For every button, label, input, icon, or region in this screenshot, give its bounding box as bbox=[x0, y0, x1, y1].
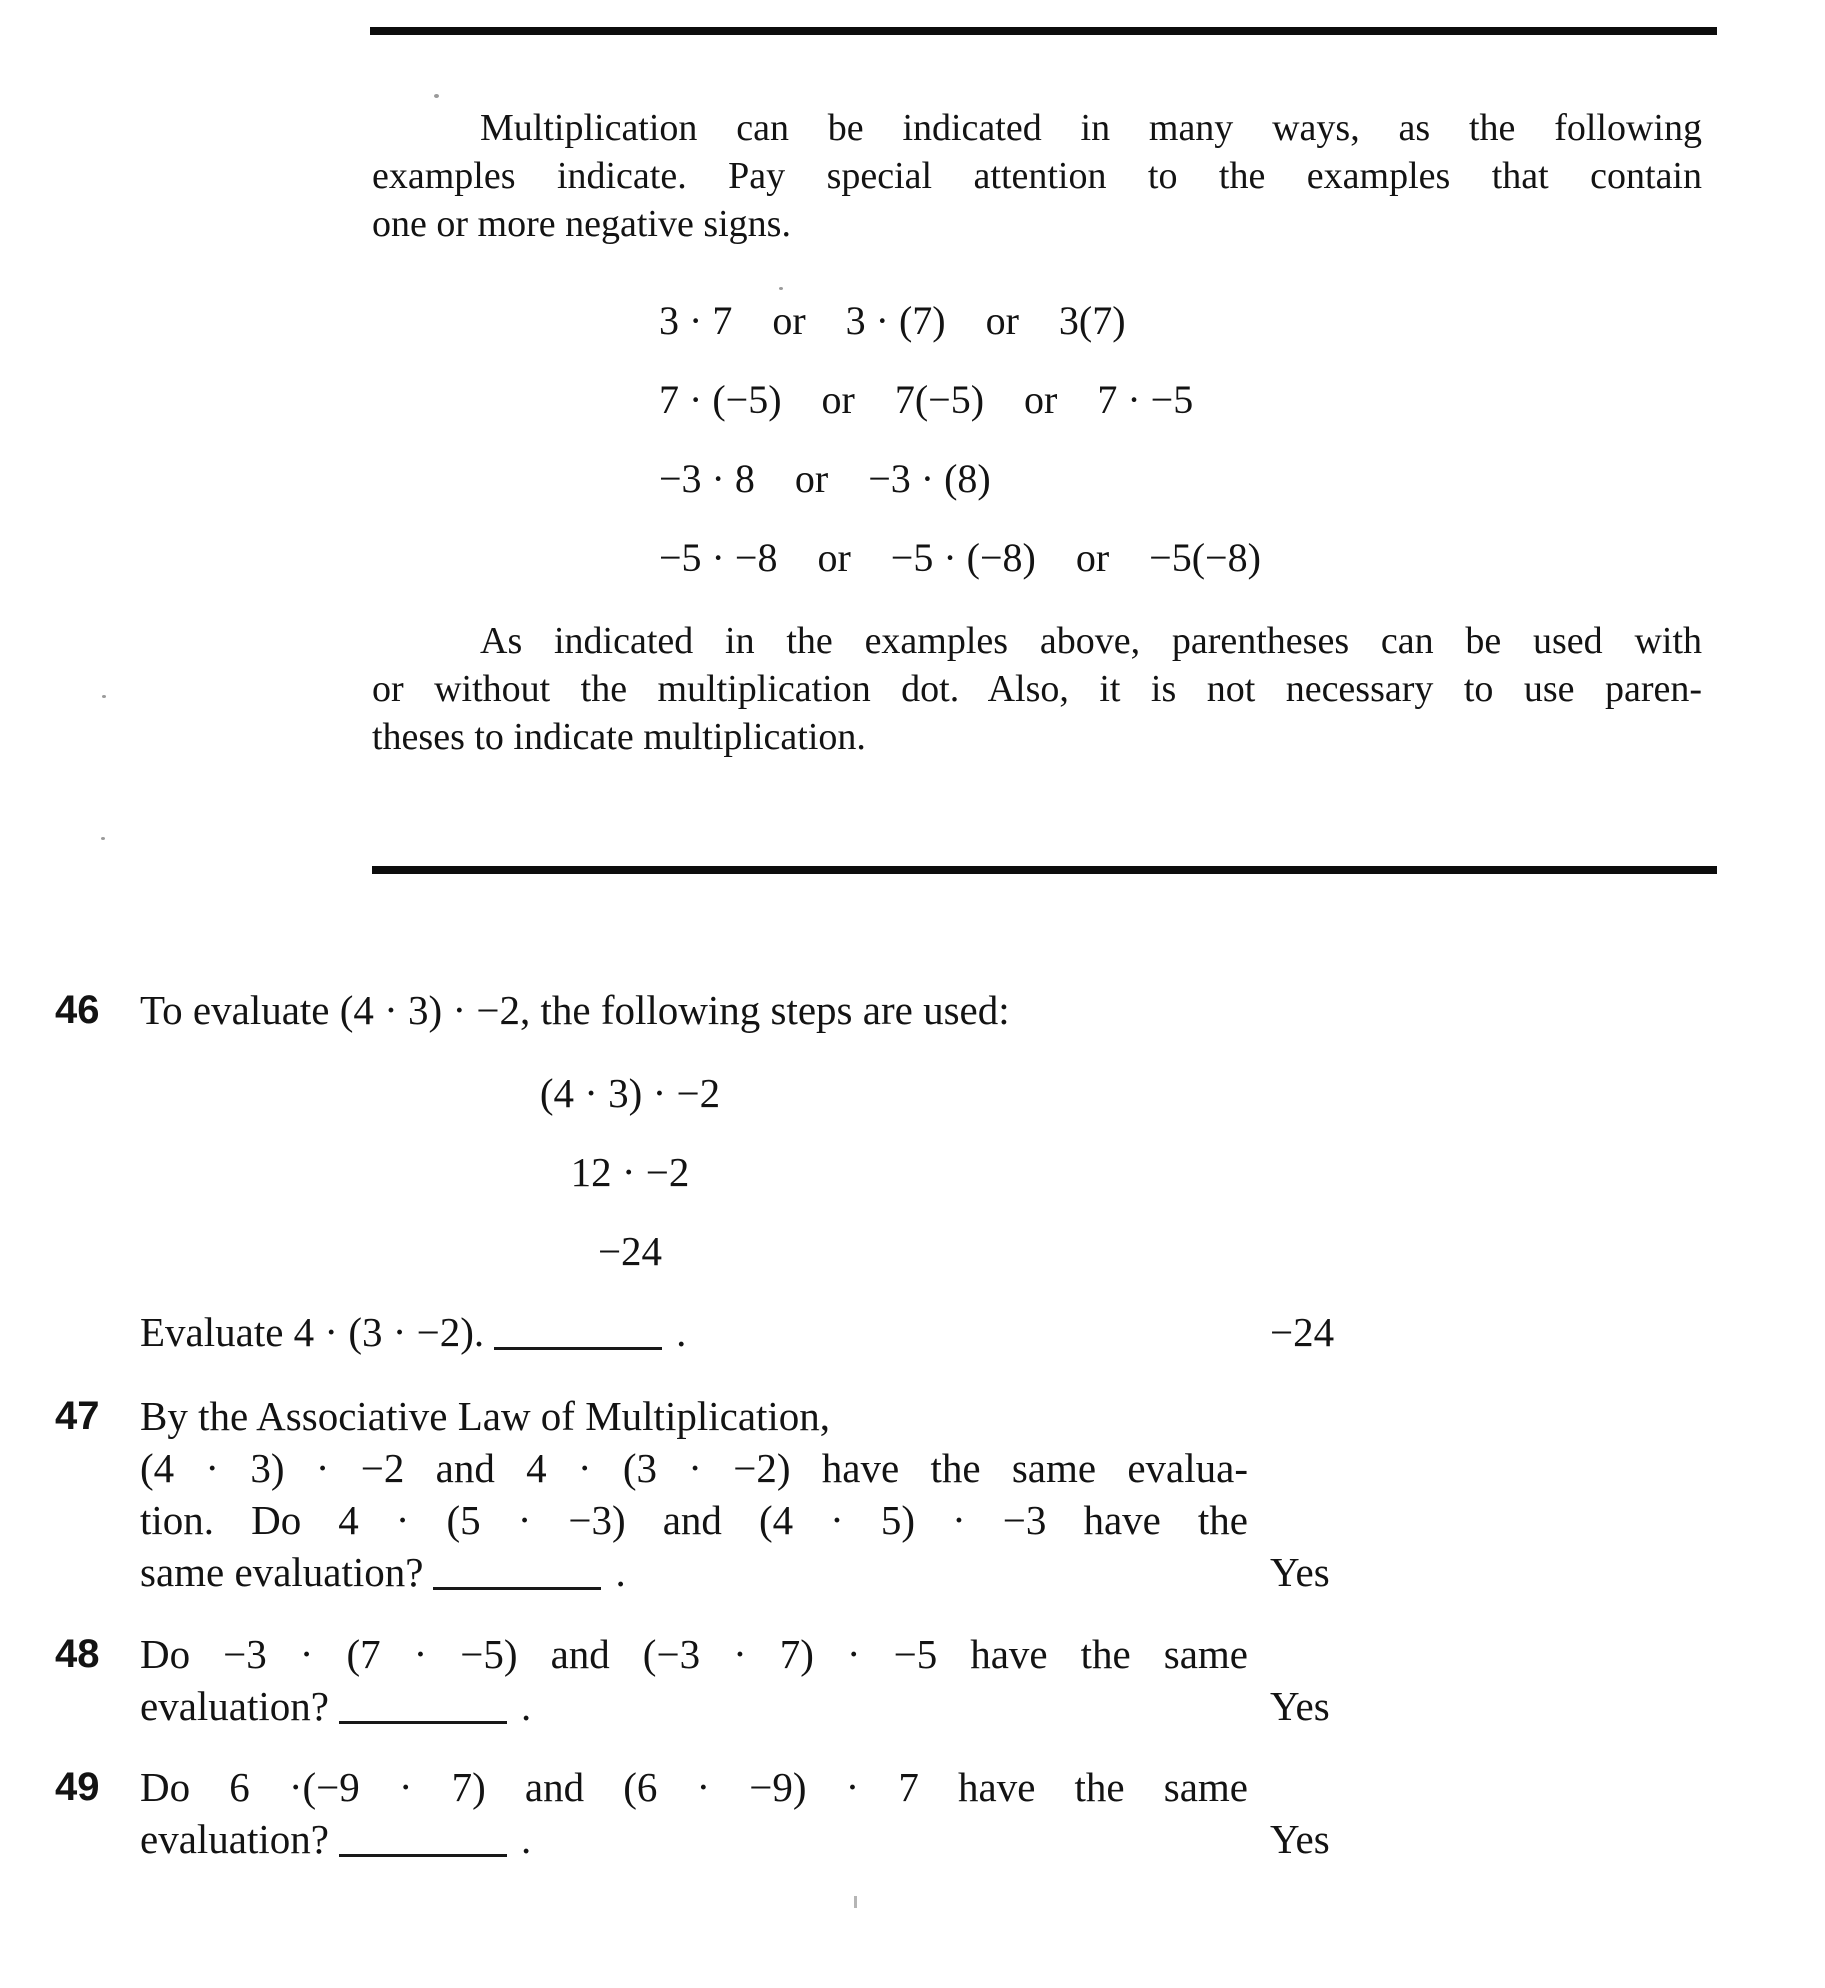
frame-line: Do −3 · (7 · −5) and (−3 · 7) · −5 have the same bbox=[140, 1631, 1248, 1677]
frame-prompt: To evaluate (4 · 3) · −2, the following steps are used: bbox=[140, 987, 1010, 1033]
frame-number: 46 bbox=[55, 988, 100, 1032]
frame-number: 48 bbox=[55, 1632, 100, 1676]
answer-value: −24 bbox=[1270, 1309, 1335, 1355]
intro-paragraph-2 bbox=[372, 617, 1702, 761]
paragraph-line: one or more negative signs. bbox=[372, 203, 791, 245]
example-line: −5 · −8 or −5 · (−8) or −5(−8) bbox=[659, 535, 1261, 580]
divider-bottom-rule bbox=[372, 866, 1717, 874]
question-text: evaluation? bbox=[140, 1683, 329, 1729]
frame-line: (4 · 3) · −2 and 4 · (3 · −2) have the same evalua- bbox=[140, 1445, 1248, 1491]
frame-number: 49 bbox=[55, 1765, 100, 1809]
frame-line: Do 6 ·(−9 · 7) and (6 · −9) · 7 have the same bbox=[140, 1764, 1248, 1810]
divider-top-rule bbox=[370, 27, 1717, 35]
frame-line: tion. Do 4 · (5 · −3) and (4 · 5) · −3 have the bbox=[140, 1497, 1248, 1543]
evaluation-steps-block bbox=[505, 1054, 755, 1291]
example-line: −3 · 8 or −3 · (8) bbox=[659, 456, 991, 501]
paragraph-line: As indicated in the examples above, parentheses can be used with bbox=[480, 620, 1702, 662]
paragraph-line: theses to indicate multiplication. bbox=[372, 716, 866, 758]
example-line: 7 · (−5) or 7(−5) or 7 · −5 bbox=[659, 377, 1194, 422]
multiplication-examples-block bbox=[659, 281, 1261, 597]
question-line bbox=[140, 1306, 1248, 1358]
period: . bbox=[520, 1683, 532, 1729]
scan-speck bbox=[434, 94, 439, 98]
intro-paragraph-1 bbox=[372, 104, 1702, 248]
question-text: evaluation? bbox=[140, 1816, 329, 1862]
question-line bbox=[140, 1813, 1248, 1865]
question-text: same evaluation? bbox=[140, 1549, 424, 1595]
step-line: −24 bbox=[597, 1228, 663, 1274]
frame-body bbox=[140, 1390, 1248, 1598]
paragraph-line: Multiplication can be indicated in many ways, as the following bbox=[480, 107, 1702, 149]
question-line bbox=[140, 1680, 1248, 1732]
scan-speck bbox=[779, 287, 783, 290]
paragraph-line: or without the multiplication dot. Also, it is not necessary to use paren- bbox=[372, 668, 1702, 710]
frame-number: 47 bbox=[55, 1394, 100, 1438]
question-line bbox=[140, 1546, 1248, 1598]
question-text: Evaluate 4 · (3 · −2). bbox=[140, 1309, 485, 1355]
answer-blank bbox=[339, 1719, 507, 1724]
step-line: (4 · 3) · −2 bbox=[539, 1070, 721, 1116]
answer-blank bbox=[433, 1585, 601, 1590]
frame-body bbox=[140, 1761, 1248, 1865]
paragraph-line: examples indicate. Pay special attention to the examples that contain bbox=[372, 155, 1702, 197]
answer-blank bbox=[494, 1345, 662, 1350]
answer-value: Yes bbox=[1270, 1549, 1330, 1595]
answer-value: Yes bbox=[1270, 1683, 1330, 1729]
frame-line: By the Associative Law of Multiplication, bbox=[140, 1393, 831, 1439]
frame-body bbox=[140, 984, 1248, 1036]
frame-body bbox=[140, 1628, 1248, 1732]
answer-value: Yes bbox=[1270, 1816, 1330, 1862]
scan-speck bbox=[854, 1896, 857, 1908]
scan-speck bbox=[102, 695, 106, 698]
answer-blank bbox=[339, 1852, 507, 1857]
scan-speck bbox=[101, 837, 105, 840]
period: . bbox=[520, 1816, 532, 1862]
example-line: 3 · 7 or 3 · (7) or 3(7) bbox=[659, 298, 1126, 343]
period: . bbox=[615, 1549, 626, 1595]
period: . bbox=[676, 1309, 687, 1355]
step-line: 12 · −2 bbox=[570, 1149, 690, 1195]
